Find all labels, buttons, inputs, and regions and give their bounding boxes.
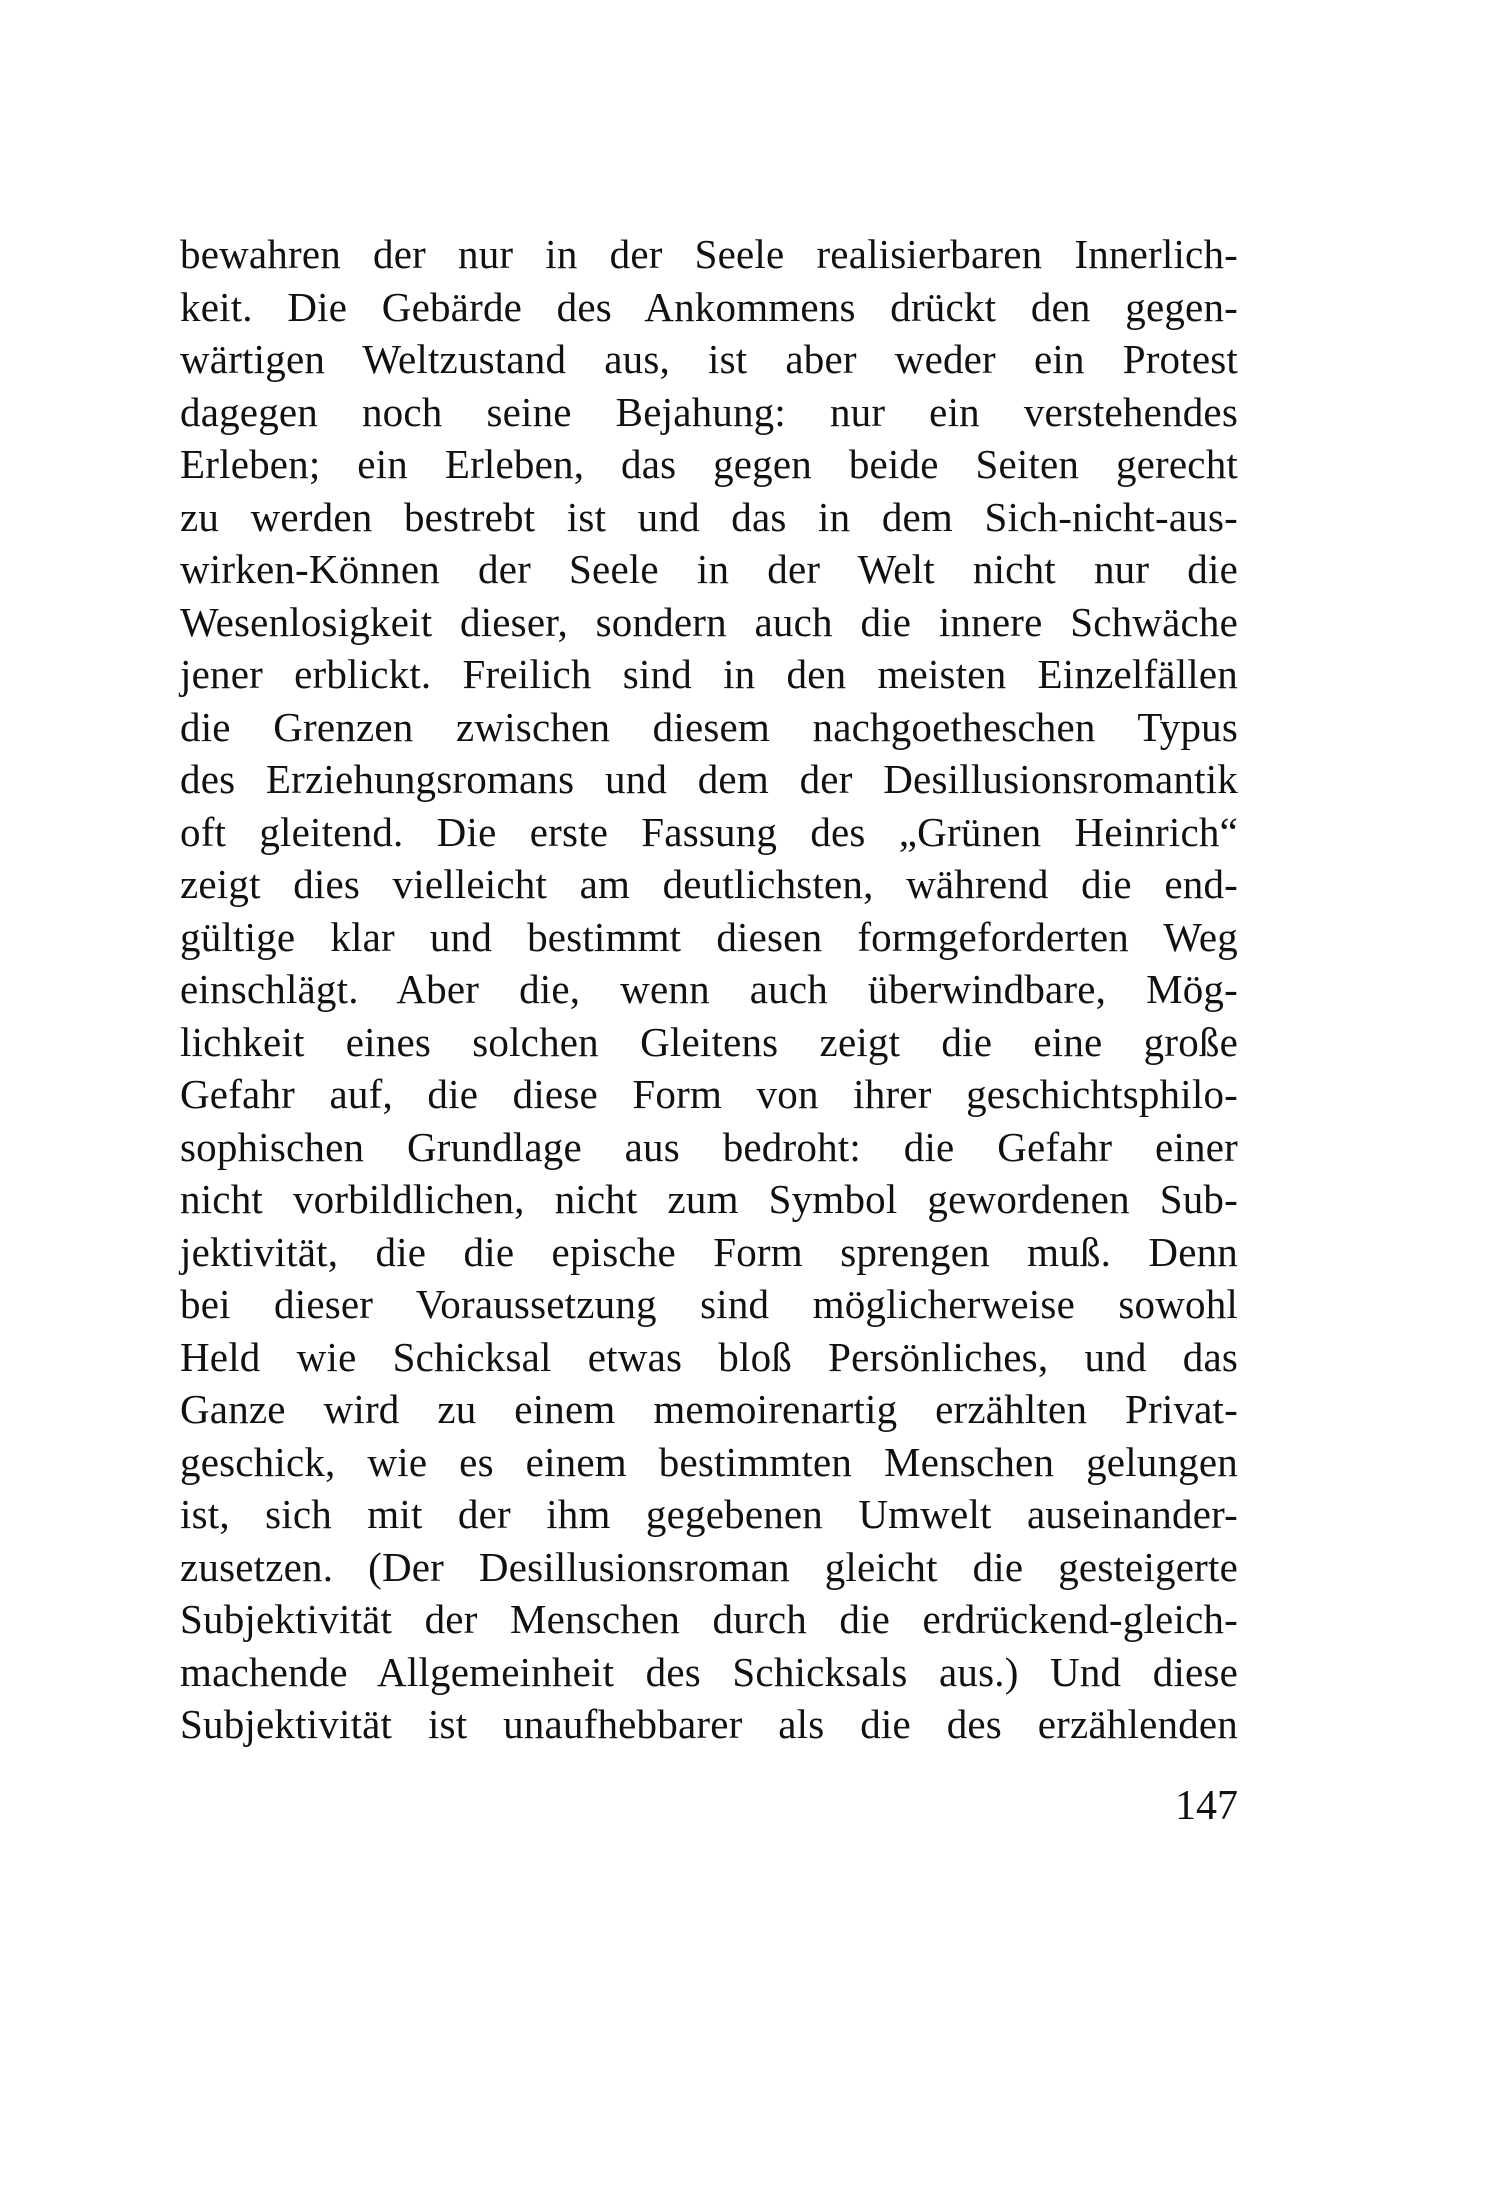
text-line: des Erziehungsromans und dem der Desillusionsromantik	[180, 756, 1238, 802]
text-line: einschlägt. Aber die, wenn auch überwindbare, Mög-	[180, 966, 1238, 1012]
text-line: Ganze wird zu einem memoirenartig erzählten Privat-	[180, 1386, 1238, 1432]
text-line: die Grenzen zwischen diesem nachgoetheschen Typus	[180, 703, 1238, 750]
text-line: Held wie Schicksal etwas bloß Persönliches, und das	[180, 1333, 1238, 1380]
text-line: zu werden bestrebt ist und das in dem Sich-nicht-aus-	[180, 493, 1238, 540]
page-number: 147	[1175, 1783, 1238, 1829]
text-line: ist, sich mit der ihm gegebenen Umwelt auseinander-	[180, 1491, 1238, 1537]
text-line: sophischen Grundlage aus bedroht: die Gefahr einer	[180, 1123, 1238, 1170]
text-line: bewahren der nur in der Seele realisierbaren Innerlich-	[180, 231, 1238, 277]
text-line: machende Allgemeinheit des Schicksals aus.) Und diese	[180, 1648, 1238, 1695]
text-line: zeigt dies vielleicht am deutlichsten, während die end-	[180, 861, 1238, 907]
text-line: jektivität, die die epische Form sprengen muß. Denn	[180, 1228, 1238, 1275]
text-line: oft gleitend. Die erste Fassung des „Grünen Heinrich“	[180, 808, 1238, 855]
text-line: lichkeit eines solchen Gleitens zeigt die eine große	[180, 1018, 1238, 1065]
text-line: Gefahr auf, die diese Form von ihrer geschichtsphilo-	[180, 1071, 1238, 1117]
text-line: gültige klar und bestimmt diesen formgeforderten Weg	[180, 913, 1238, 960]
text-line: jener erblickt. Freilich sind in den meisten Einzelfällen	[180, 651, 1238, 697]
text-line: Erleben; ein Erleben, das gegen beide Seiten gerecht	[180, 441, 1238, 487]
text-line: Wesenlosigkeit dieser, sondern auch die innere Schwäche	[180, 598, 1238, 645]
text-line: wärtigen Weltzustand aus, ist aber weder ein Protest	[180, 336, 1238, 382]
text-line: keit. Die Gebärde des Ankommens drückt den gegen-	[180, 283, 1238, 330]
text-line: bei dieser Voraussetzung sind möglicherweise sowohl	[180, 1281, 1238, 1327]
text-line: Subjektivität der Menschen durch die erdrückend-gleich-	[180, 1596, 1238, 1642]
text-line: dagegen noch seine Bejahung: nur ein verstehendes	[180, 388, 1238, 435]
body-text	[180, 228, 1238, 1751]
text-line: nicht vorbildlichen, nicht zum Symbol gewordenen Sub-	[180, 1176, 1238, 1222]
text-line: Subjektivität ist unaufhebbarer als die des erzählenden	[180, 1701, 1238, 1747]
text-line: geschick, wie es einem bestimmten Menschen gelungen	[180, 1438, 1238, 1485]
text-line: zusetzen. (Der Desillusionsroman gleicht die gesteigerte	[180, 1543, 1238, 1590]
text-line: wirken-Können der Seele in der Welt nicht nur die	[180, 546, 1238, 592]
